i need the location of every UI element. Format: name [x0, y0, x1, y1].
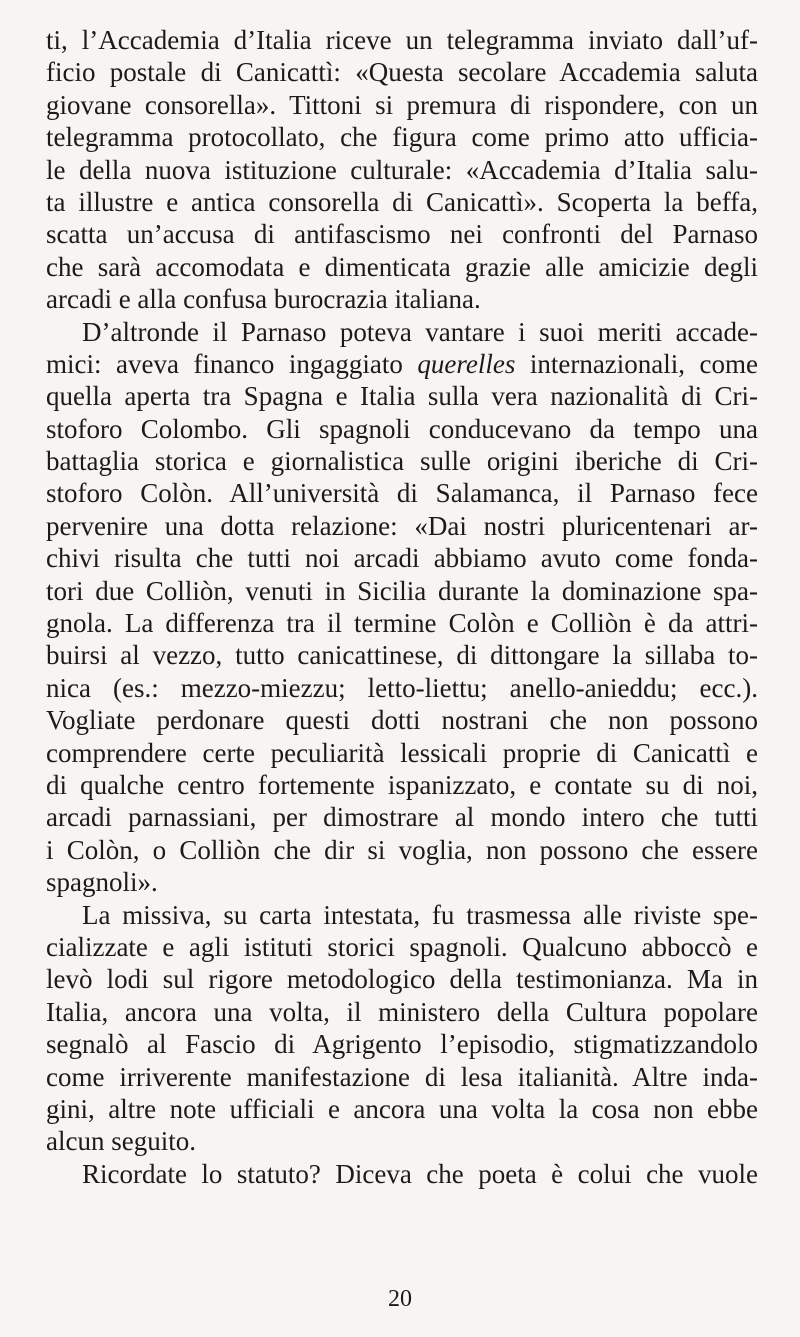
text-line: scatta un’accusa di antifascismo nei confronti del Parnaso [46, 219, 758, 250]
text-line: cializzate e agli istituti storici spagnoli. Qualcuno abboccò e [46, 931, 758, 962]
text-line: spagnoli». [46, 867, 158, 898]
text-line: chivi risulta che tutti noi arcadi abbiamo avuto come fonda- [46, 543, 758, 574]
text-line: ti, l’Accademia d’Italia riceve un telegramma inviato dall’uf- [46, 25, 758, 55]
text-line: comprendere certe peculiarità lessicali proprie di Canicattì e [46, 737, 758, 768]
text-line: gini, altre note ufficiali e ancora una volta la cosa non ebbe [46, 1093, 758, 1124]
text-line: ficio postale di Canicattì: «Questa secolare Accademia saluta [46, 57, 758, 88]
text-line: nica (es.: mezzo-miezzu; letto-liettu; anello-anieddu; ecc.). [46, 672, 758, 703]
text-line: come irriverente manifestazione di lesa italianità. Altre inda- [46, 1061, 758, 1092]
text-line: D’altronde il Parnaso poteva vantare i suoi meriti accade- [82, 316, 758, 347]
text-line: giovane consorella». Tittoni si premura di rispondere, con un [46, 89, 758, 120]
text-line: tori due Colliòn, venuti in Sicilia durante la dominazione spa- [46, 575, 758, 606]
page-number: 20 [388, 1286, 412, 1312]
text-line: battaglia storica e giornalistica sulle origini iberiche di Cri- [46, 446, 758, 477]
paragraph [46, 899, 758, 1158]
text-line: quella aperta tra Spagna e Italia sulla vera nazionalità di Cri- [46, 381, 758, 412]
text-line: che sarà accomodata e dimenticata grazie alle amicizie degli [46, 251, 758, 282]
text-line: Vogliate perdonare questi dotti nostrani che non possono [46, 705, 758, 736]
text-line: Ricordate lo statuto? Diceva che poeta è colui che vuole [82, 1158, 758, 1189]
text-line: gnola. La differenza tra il termine Colòn e Colliòn è da attri- [46, 608, 758, 639]
text-line: mici: aveva financo ingaggiato querelles internazionali, come [46, 348, 758, 379]
paragraph [46, 316, 758, 899]
text-line: La missiva, su carta intestata, fu trasmessa alle riviste spe- [82, 899, 758, 930]
text-line: arcadi parnassiani, per dimostrare al mondo intero che tutti [46, 802, 758, 833]
italic-term: querelles [417, 348, 516, 379]
text-line: levò lodi sul rigore metodologico della testimonianza. Ma in [46, 964, 758, 995]
text-line: Italia, ancora una volta, il ministero della Cultura popolare [46, 996, 758, 1027]
text-line: buirsi al vezzo, tutto canicattinese, di dittongare la sillaba to- [46, 640, 758, 671]
text-line: le della nuova istituzione culturale: «Accademia d’Italia salu- [46, 154, 758, 185]
text-line: di qualche centro fortemente ispanizzato, e contate su di noi, [46, 769, 758, 800]
text-line: telegramma protocollato, che figura come primo atto ufficia- [46, 122, 758, 153]
text-line: pervenire una dotta relazione: «Dai nostri pluricentenari ar- [46, 510, 758, 541]
text-line: arcadi e alla confusa burocrazia italiana. [46, 284, 481, 315]
text-line: alcun seguito. [46, 1126, 196, 1157]
text-line: stoforo Colòn. All’università di Salamanca, il Parnaso fece [46, 478, 758, 509]
paragraph [46, 1158, 758, 1190]
text-line: ta illustre e antica consorella di Canicattì». Scoperta la beffa, [46, 186, 758, 217]
page-body [46, 24, 758, 1190]
paragraph [46, 24, 758, 316]
text-line: segnalò al Fascio di Agrigento l’episodio, stigmatizzandolo [46, 1029, 758, 1060]
text-line: stoforo Colombo. Gli spagnoli conducevano da tempo una [46, 413, 758, 444]
text-line: i Colòn, o Colliòn che dir si voglia, non possono che essere [46, 834, 758, 865]
